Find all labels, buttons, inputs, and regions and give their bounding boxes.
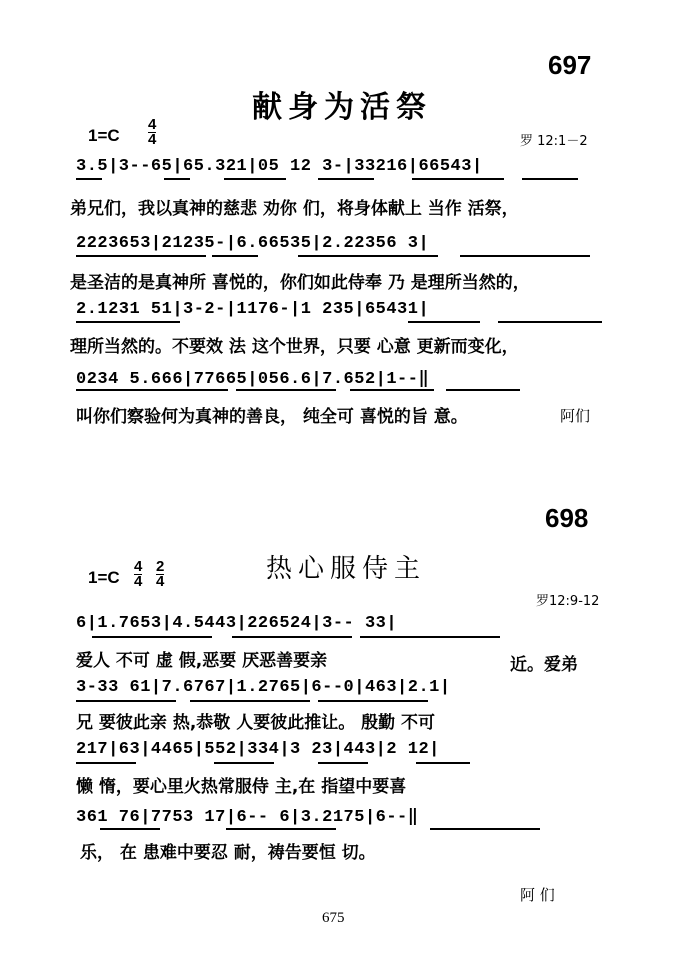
hymn-number-698: 698 — [545, 503, 589, 533]
beam — [360, 636, 500, 638]
beam — [76, 178, 102, 180]
hymn-title-697: 献身为活祭 — [252, 90, 432, 125]
beam — [412, 178, 504, 180]
lyric-line-698-4: 乐， 在 患难中要忍 耐，祷告要恒 切。 — [80, 843, 376, 863]
lyric-line-697-3: 理所当然的。不要效 法 这个世界，只要 心意 更新而变化， — [70, 337, 519, 357]
notation-line-697-1: 3.5|3--65|65.321|05 12 3-|33216|66543| — [76, 157, 483, 176]
lyric-line-698-3: 懒 惰，要心里火热常服侍 主,在 指望中要喜 — [76, 777, 407, 797]
beam — [318, 700, 428, 702]
beam — [236, 389, 336, 391]
amen-697: 阿们 — [560, 407, 591, 425]
beam — [318, 762, 368, 764]
key-signature-698: 1=C — [88, 568, 120, 587]
beam — [522, 178, 578, 180]
beam — [350, 389, 434, 391]
page-number: 675 — [322, 910, 345, 926]
notation-line-697-2: 2223653|21235-|6.66535|2.22356 3| — [76, 234, 430, 253]
beam — [430, 828, 540, 830]
time-signature-698-a — [134, 560, 142, 589]
notation-line-698-4: 361 76|7753 17|6-- 6|3.2175|6--‖ — [76, 808, 419, 827]
notation-line-698-3: 217|63|4465|552|334|3 23|443|2 12| — [76, 740, 440, 759]
beam — [100, 828, 160, 830]
lyric-line-697-1: 弟兄们，我以真神的慈悲 劝你 们，将身体献上 当作 活祭， — [70, 199, 519, 219]
beam — [446, 389, 520, 391]
scripture-reference-698: 罗12:9-12 — [536, 594, 600, 609]
lyric-line-697-2: 是圣洁的是真神所 喜悦的，你们如此侍奉 乃 是理所当然的， — [70, 273, 530, 293]
lyric-line-698-1-tail: 近。爱弟 — [510, 655, 578, 675]
time-signature-697 — [148, 118, 156, 147]
time-sig-bottom: 4 — [156, 573, 165, 590]
lyric-line-698-2: 兄 要彼此亲 热,恭敬 人要彼此推让。 殷勤 不可 — [76, 713, 436, 733]
beam — [408, 321, 480, 323]
time-sig-top: 4 — [148, 116, 157, 133]
time-sig-top: 4 — [134, 558, 143, 575]
beam — [164, 178, 190, 180]
time-sig-top: 2 — [156, 558, 165, 575]
lyric-line-697-4: 叫你们察验何为真神的善良， 纯全可 喜悦的旨 意。 — [76, 407, 468, 427]
beam — [416, 762, 470, 764]
notation-line-698-1: 6|1.7653|4.5443|226524|3-- 33| — [76, 614, 398, 633]
beam — [498, 321, 602, 323]
beam — [214, 762, 274, 764]
amen-698: 阿 们 — [520, 886, 555, 904]
time-signature-698-b — [156, 560, 164, 589]
beam — [76, 762, 136, 764]
notation-line-697-4: 0234 5.666|77665|056.6|7.652|1--‖ — [76, 370, 430, 389]
hymn-number-697: 697 — [548, 50, 592, 80]
time-sig-bottom: 4 — [134, 573, 143, 590]
notation-line-697-3: 2.1231 51|3-2-|1176-|1 235|65431| — [76, 300, 430, 319]
notation-line-698-2: 3-33 61|7.6767|1.2765|6--0|463|2.1| — [76, 678, 451, 697]
beam — [76, 700, 176, 702]
beam — [226, 828, 336, 830]
beam — [92, 636, 212, 638]
key-signature-697: 1=C — [88, 126, 120, 145]
time-sig-bottom: 4 — [148, 131, 157, 148]
beam — [298, 255, 438, 257]
scripture-reference-697: 罗 12:1－2 — [520, 134, 588, 149]
beam — [76, 389, 228, 391]
lyric-line-698-1: 爱人 不可 虚 假,恶要 厌恶善要亲 — [76, 651, 328, 671]
beam — [460, 255, 590, 257]
beam — [232, 636, 352, 638]
beam — [318, 178, 374, 180]
beam — [76, 321, 180, 323]
beam — [76, 255, 206, 257]
beam — [212, 255, 258, 257]
beam — [224, 178, 286, 180]
beam — [190, 700, 310, 702]
hymn-title-698: 热心服侍主 — [266, 554, 427, 584]
